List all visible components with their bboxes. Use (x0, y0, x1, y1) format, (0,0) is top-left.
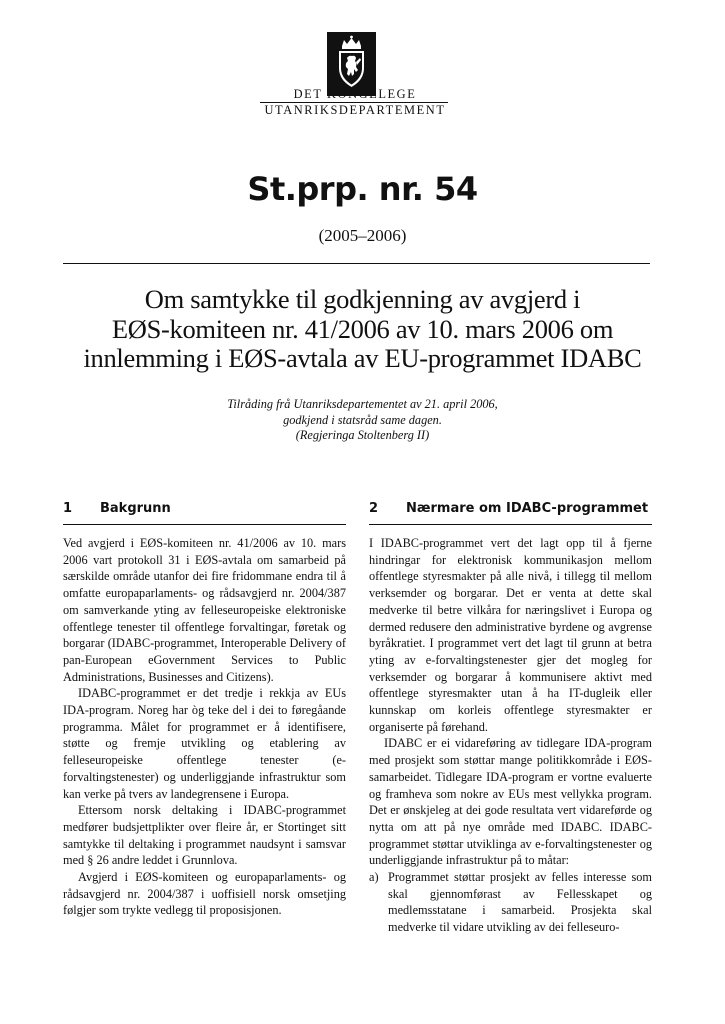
subtitle-line-2: godkjend i statsråd same dagen. (283, 412, 442, 427)
paragraph: Ved avgjerd i EØS-komiteen nr. 41/2006 av 10. mars 2006 vart protokoll 31 i EØS-avtala om samarbeid på særskilde område utanfor dei fire fridommane endra til å omfatte europaparlaments- og rådsavgjerd nr. 2004/387 om samverkande yting av felleseuropeiske elektroniske offentlege tenester til offentlege forvaltingar, føretak og borgarar (IDABC-programmet, Interoperable Delivery of pan-European eGovernment Services to Public Administrations, Businesses and Citizens). (63, 536, 346, 684)
title-line-3: innlemming i EØS-avtala av EU-programmet IDABC (83, 343, 642, 373)
section-2-heading (369, 500, 652, 518)
title-line-1: Om samtykke til godkjenning av avgjerd i (144, 284, 581, 314)
section-2-column (369, 500, 652, 936)
ministry-name (225, 87, 485, 102)
ministry-line-2: UTANRIKSDEPARTEMENT (264, 103, 446, 117)
list-item-text: Programmet støttar prosjekt av felles interesse som skal gjennomførast av Fellesskapet og medlemsstatane i samarbeid. Prosjekta skal medverke til vidare utvikling av dei felleseuro- (388, 870, 652, 935)
section-2-title: Nærmare om IDABC-programmet (406, 501, 649, 516)
section-2-number: 2 (369, 501, 379, 516)
ministry-line-1: DET KONGELEGE (293, 87, 417, 101)
proposition-number: St.prp. nr. 54 (247, 170, 478, 208)
proposition-year: (2005–2006) (318, 226, 407, 245)
paragraph: IDABC-programmet er det tredje i rekkja av EUs IDA-program. Noreg har òg teke del i dei to føregåande programma. Målet for programmet er å identifisere, støtte og fremje utvikling og etablering av felleseuropeiske offentlege tenester (e-forvaltingstenester) og underliggjande infrastruktur som kan verke på tvers av landegrensene i Europa. (63, 686, 346, 801)
section-1-title: Bakgrunn (100, 501, 171, 516)
subtitle-line-3: (Regjeringa Stoltenberg II) (295, 428, 430, 442)
ministry-name-second (225, 103, 485, 118)
document-title (40, 285, 685, 374)
section-1-heading (63, 500, 346, 518)
paragraph: Ettersom norsk deltaking i IDABC-programmet medfører budsjettplikter over fleire år, er Stortinget sitt samtykke til deltaking i programmet naudsynt i samsvar med § 26 andre leddet i Grunnlova. (63, 803, 346, 868)
title-divider (63, 263, 650, 264)
section-1-number: 1 (63, 501, 73, 516)
section-2-body (369, 535, 652, 936)
section-1-body (63, 535, 346, 919)
title-line-2: EØS-komiteen nr. 41/2006 av 10. mars 2006 om (111, 313, 614, 344)
document-subtitle (120, 397, 605, 444)
subtitle-line-1: Tilråding frå Utanriksdepartementet av 21. april 2006, (227, 397, 498, 411)
paragraph: IDABC er ei vidareføring av tidlegare IDA-program med prosjekt som støttar mange politikkområde i EØS-samarbeidet. Tidlegare IDA-program er vortne evaluerte og framheva som nokre av EUs mest vellykka program. Det er ønskjeleg at dei gode resultata vert vidareførde og nytta om att på nye område med IDABC. IDABC-programmet støttar utviklinga av e-forvaltingstenester og underliggjande infrastruktur på to måtar: (369, 736, 652, 868)
section-1-column (63, 500, 346, 919)
paragraph: Avgjerd i EØS-komiteen og europaparlaments- og rådsavgjerd nr. 2004/387 i uoffisiell norsk omsetjing følgjer som trykte vedlegg til proposisjonen. (63, 870, 346, 918)
list-item-label: a) (369, 870, 379, 885)
paragraph: I IDABC-programmet vert det lagt opp til å fjerne hindringar for elektronisk kommunikasjon mellom offentlege styresmakter på alle nivå, i tillegg til mellom verksemder og borgarar. Det er venta at dette skal medverke til betre vilkåra for næringslivet i Europa og dermed redusere den administrative byrdene og avgrense byråkratiet. I programmet vert det lagt til grunn at betra yting av e-forvaltingstenester gjer det mogleg for verksemder og borgarar å kommunisere aktivt med offentlege styresmakter utan å ha IT-dugleik eller kunnskap om korleis offentlege styresmakter er organiserte på førehand. (369, 536, 652, 734)
section-1-divider (63, 524, 346, 525)
list-item (369, 869, 652, 936)
section-2-divider (369, 524, 652, 525)
